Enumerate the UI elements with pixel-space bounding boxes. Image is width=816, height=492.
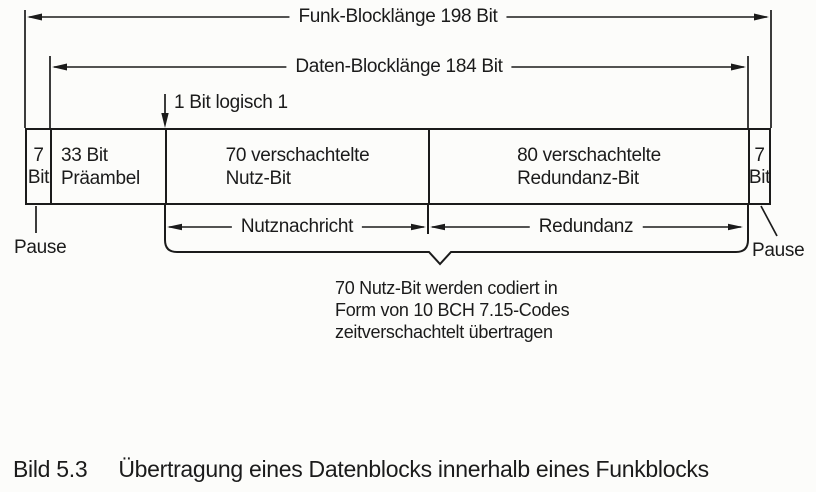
daten-arrowhead-right — [731, 64, 746, 71]
funk-arrowhead-right — [754, 14, 769, 21]
cell-text: Bit — [748, 166, 771, 188]
bit1-arrowhead-down — [161, 113, 168, 128]
figure-caption-number: Bild 5.3 — [13, 456, 88, 482]
pause-label-right: Pause — [752, 240, 805, 261]
nutznachricht-label: Nutznachricht — [232, 217, 362, 237]
funk-arrowhead-left — [27, 14, 42, 21]
block-cell-redundanz-bit — [428, 130, 748, 203]
pause-label-left: Pause — [14, 237, 67, 258]
brace-note-line: zeitverschachtelt übertragen — [335, 322, 553, 342]
redundanz-arrowhead-left — [430, 224, 445, 230]
block-cell-nutz-bit — [165, 130, 428, 203]
daten-arrowhead-left — [52, 64, 67, 71]
figure-caption-text: Übertragung eines Datenblocks innerhalb eines Funkblocks — [118, 456, 709, 482]
brace-note-line: Form von 10 BCH 7.15-Codes — [335, 300, 570, 320]
pause-right-leader — [761, 206, 777, 236]
brace-note-line: 70 Nutz-Bit werden codiert in — [335, 278, 558, 298]
redundanz-arrowhead-right — [728, 224, 743, 230]
nutznachricht-arrowhead-left — [167, 224, 182, 230]
block-cell-pause-bits-right — [748, 130, 769, 203]
bit1-annotation-label: 1 Bit logisch 1 — [174, 92, 288, 113]
cell-text: 80 verschachtelte Redundanz-Bit — [517, 144, 661, 189]
funk-block-length-label: Funk-Blocklänge 198 Bit — [289, 7, 506, 27]
cell-text: 7 — [33, 144, 44, 166]
redundanz-label: Redundanz — [530, 217, 643, 237]
data-block-row — [25, 128, 771, 205]
nutznachricht-arrowhead-right — [411, 224, 426, 230]
block-cell-praeambel — [50, 130, 165, 203]
cell-text: 7 — [754, 144, 765, 166]
cell-text: 33 Bit Präambel — [61, 144, 140, 189]
cell-text: 70 verschachtelte Nutz-Bit — [225, 144, 370, 189]
daten-block-length-label: Daten-Blocklänge 184 Bit — [286, 57, 511, 77]
brace-note — [335, 277, 569, 343]
cell-text: Bit — [27, 166, 50, 188]
figure-caption — [13, 456, 709, 483]
block-cell-pause-bits-left — [27, 130, 50, 203]
